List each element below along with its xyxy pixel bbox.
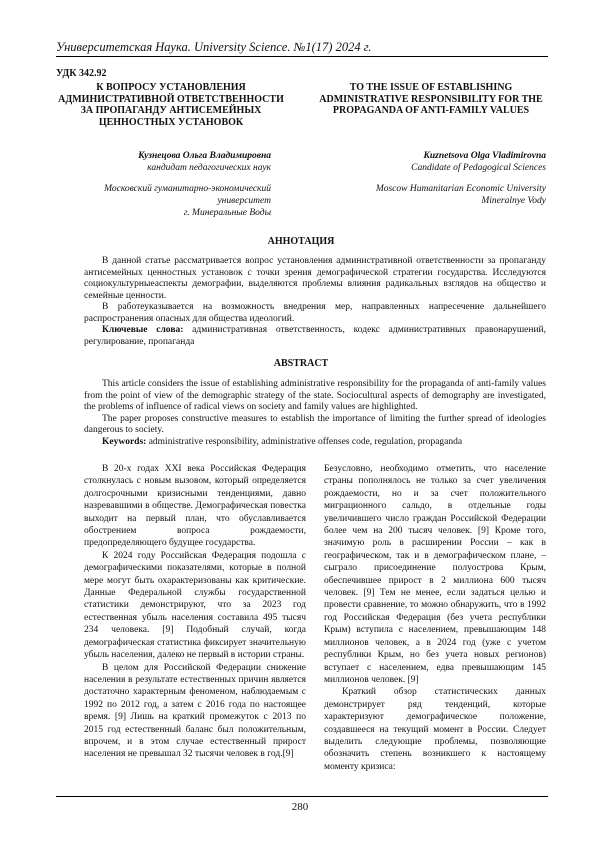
author-ru-city: г. Минеральные Воды <box>183 208 271 218</box>
abstract-en-p2: The paper proposes constructive measures to establish the importance of limiting the further spread of ideologies dangerous to society. <box>84 413 546 435</box>
keywords-en-label: Keywords: <box>102 436 147 447</box>
abstract-ru-p2: В работеуказывается на возможность внедрения мер, направленных напресечение дальнейшего распространения опасных для общества идеологий. <box>84 302 546 324</box>
author-en <box>306 150 546 219</box>
title-en: TO THE ISSUE OF ESTABLISHING ADMINISTRATIVE RESPONSIBILITY FOR THE PROPAGANDA OF ANTI-FAMILY VALUES <box>319 82 543 116</box>
abstract-en-p1: This article considers the issue of establishing administrative responsibility for the propaganda of anti-family values from the point of view of the demographic strategy of the state. Sociocultural aspects of demography are investigated, the problems of influence of radical views on society and family values are highlighted. <box>84 379 546 412</box>
page-number: 280 <box>291 801 309 813</box>
abstract-ru-p1: В данной статье рассматривается вопрос установления административной ответственности за пропаганду антисемейных ценностных установок с точки зрения демографической стратегии государства. Исследуются социокультурныеаспекты демографии, выделяются проблемы влияния радикальных взглядов на общество и семейные ценности. <box>84 256 546 301</box>
author-en-name: Kuznetsova Olga Vladimirovna <box>423 151 546 161</box>
body-paragraph: В целом для Российской Федерации снижение населения в результате естественных причин является достаточно характерным феноменом, наблюдаемым с 1992 по 2012 год, а затем с 2016 года по настоящее время. [9] Лишь на краткий промежуток с 2013 по 2015 год естественный баланс был положительным, впрочем, и в этом случае естественный прирост населения не превышал 32 тысячи человек в год.[9] <box>84 662 306 760</box>
body-paragraph: К 2024 году Российская Федерация подошла с демографическими показателями, которые в полной мере могут быть охарактеризованы как критические. Данные Федеральной службы государственной статистики демонстрируют, что за 2023 год естественная убыль населения составила 495 тысяч 234 человека. [9] Подобный случай, когда демографическая статистика фиксирует значительную убыль населения, далеко не первый в истории страны. <box>84 550 306 661</box>
keywords-ru <box>84 325 546 348</box>
abstract-en <box>84 379 546 448</box>
udc-code: УДК 342.92 <box>56 68 107 79</box>
author-en-affiliation: Moscow Humanitarian Economic University <box>375 184 546 194</box>
body-column-left <box>84 463 306 773</box>
author-ru-degree: кандидат педагогических наук <box>147 163 271 173</box>
titles-block <box>56 82 546 128</box>
abstract-ru-heading: АННОТАЦИЯ <box>267 236 335 247</box>
body-paragraph: Безусловно, необходимо отметить, что население страны пополнялось не только за счет увеличения рождаемости, но и за счет положительного миграционного сальдо, в отдельные годы увеличившего число граждан Российской Федерации более чем на 200 тысяч человек. [9] Кроме того, значимую роль в расширении России – как в географическом, так и в демографическом плане, – сыграло присоединение полуострова Крым, обеспечившее прирост в 2 миллиона 600 тысяч человек. [9] Тем не менее, если задаться целью и провести сравнение, то можно обнаружить, что в 1992 год Российская Федерация (без учета республики Крым) вступила с населением, превышающим 148 миллионов человек, а в 2024 год (уже с учетом республики Крым, но без учета новых регионов) вступает с населением, едва превышающим 145 миллионов человек. [9] <box>324 464 546 685</box>
keywords-ru-label: Ключевые слова: <box>102 325 184 335</box>
body-text <box>84 463 546 773</box>
abstract-en-heading: ABSTRACT <box>273 358 329 369</box>
body-column-right <box>324 463 546 773</box>
author-en-degree: Candidate of Pedagogical Sciences <box>411 163 546 173</box>
header-rule <box>56 56 548 57</box>
authors-block <box>56 150 546 219</box>
abstract-ru <box>84 256 546 348</box>
keywords-en <box>84 437 546 449</box>
author-ru <box>56 150 271 219</box>
running-head: Университетская Наука. University Science. №1(17) 2024 г. <box>56 40 372 54</box>
author-ru-affiliation: Московский гуманитарно-экономический университет <box>104 184 271 206</box>
footer-rule <box>56 796 548 797</box>
author-en-city: Mineralnye Vody <box>481 196 546 206</box>
title-ru: К ВОПРОСУ УСТАНОВЛЕНИЯ АДМИНИСТРАТИВНОЙ ОТВЕТСТВЕННОСТИ ЗА ПРОПАГАНДУ АНТИСЕМЕЙНЫХ ЦЕННОСТНЫХ УСТАНОВОК <box>58 82 284 128</box>
keywords-ru-text: административная ответственность, кодекс административных правонарушений, регулирование, пропаганда <box>84 325 546 347</box>
body-paragraph: В 20-х годах XXI века Российская Федерация столкнулась с новым вызовом, который определяется долгосрочными кризисными тенденциями, давно назревавшими в обществе. Демографическая повестка выходит на первый план, что обуславливается обострением вопроса рождаемости, предопределяющего будущее государства. <box>84 464 306 549</box>
keywords-en-text: administrative responsibility, administrative offenses code, regulation, propaganda <box>146 436 463 447</box>
author-ru-name: Кузнецова Ольга Владимировна <box>138 151 271 161</box>
body-paragraph: Краткий обзор статистических данных демонстрирует ряд тенденций, которые характеризуют демографическое положение, создавшееся на текущий момент в России. Следует выделить следующие проблемы, позволяющие обозначить степень возникшего к настоящему моменту кризиса: <box>324 687 546 772</box>
